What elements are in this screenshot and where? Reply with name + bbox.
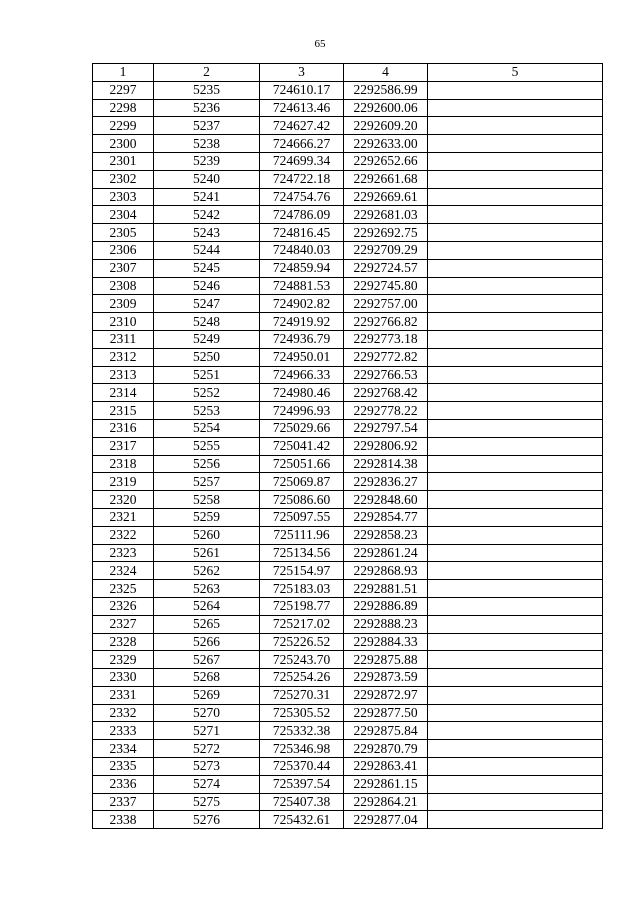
y-coordinate-cell: 2292875.88 (344, 651, 428, 669)
x-coordinate-cell: 725270.31 (260, 686, 344, 704)
column-header-2: 2 (154, 64, 260, 82)
table-row (93, 544, 603, 562)
point-number-cell: 5252 (154, 384, 260, 402)
row-index-cell: 2327 (93, 615, 154, 633)
table-row (93, 81, 603, 99)
row-index-cell: 2323 (93, 544, 154, 562)
row-index-cell: 2328 (93, 633, 154, 651)
row-index-cell: 2329 (93, 651, 154, 669)
table-row (93, 206, 603, 224)
table-row (93, 722, 603, 740)
table-row (93, 669, 603, 687)
point-number-cell: 5242 (154, 206, 260, 224)
point-number-cell: 5249 (154, 330, 260, 348)
note-cell (428, 135, 603, 153)
point-number-cell: 5266 (154, 633, 260, 651)
note-cell (428, 241, 603, 259)
x-coordinate-cell: 725432.61 (260, 811, 344, 829)
point-number-cell: 5240 (154, 170, 260, 188)
point-number-cell: 5271 (154, 722, 260, 740)
row-index-cell: 2334 (93, 740, 154, 758)
table-row (93, 811, 603, 829)
table-row (93, 615, 603, 633)
x-coordinate-cell: 724610.17 (260, 81, 344, 99)
row-index-cell: 2302 (93, 170, 154, 188)
table-row (93, 793, 603, 811)
table-row (93, 597, 603, 615)
point-number-cell: 5253 (154, 402, 260, 420)
point-number-cell: 5238 (154, 135, 260, 153)
table-row (93, 135, 603, 153)
point-number-cell: 5255 (154, 437, 260, 455)
note-cell (428, 775, 603, 793)
table-row (93, 277, 603, 295)
y-coordinate-cell: 2292877.04 (344, 811, 428, 829)
y-coordinate-cell: 2292766.53 (344, 366, 428, 384)
note-cell (428, 793, 603, 811)
y-coordinate-cell: 2292836.27 (344, 473, 428, 491)
y-coordinate-cell: 2292814.38 (344, 455, 428, 473)
note-cell (428, 544, 603, 562)
table-row (93, 633, 603, 651)
y-coordinate-cell: 2292858.23 (344, 526, 428, 544)
note-cell (428, 117, 603, 135)
table-row (93, 580, 603, 598)
point-number-cell: 5276 (154, 811, 260, 829)
point-number-cell: 5267 (154, 651, 260, 669)
row-index-cell: 2317 (93, 437, 154, 455)
x-coordinate-cell: 725111.96 (260, 526, 344, 544)
x-coordinate-cell: 725086.60 (260, 491, 344, 509)
point-number-cell: 5248 (154, 313, 260, 331)
note-cell (428, 437, 603, 455)
y-coordinate-cell: 2292586.99 (344, 81, 428, 99)
column-header-5: 5 (428, 64, 603, 82)
x-coordinate-cell: 725029.66 (260, 419, 344, 437)
y-coordinate-cell: 2292861.24 (344, 544, 428, 562)
column-header-3: 3 (260, 64, 344, 82)
x-coordinate-cell: 725254.26 (260, 669, 344, 687)
y-coordinate-cell: 2292884.33 (344, 633, 428, 651)
table-row (93, 473, 603, 491)
x-coordinate-cell: 725346.98 (260, 740, 344, 758)
note-cell (428, 366, 603, 384)
x-coordinate-cell: 724881.53 (260, 277, 344, 295)
point-number-cell: 5268 (154, 669, 260, 687)
note-cell (428, 722, 603, 740)
x-coordinate-cell: 724919.92 (260, 313, 344, 331)
x-coordinate-cell: 724980.46 (260, 384, 344, 402)
note-cell (428, 224, 603, 242)
table-row (93, 224, 603, 242)
point-number-cell: 5272 (154, 740, 260, 758)
row-index-cell: 2325 (93, 580, 154, 598)
row-index-cell: 2324 (93, 562, 154, 580)
note-cell (428, 330, 603, 348)
point-number-cell: 5237 (154, 117, 260, 135)
note-cell (428, 259, 603, 277)
table-row (93, 348, 603, 366)
table-row (93, 384, 603, 402)
note-cell (428, 758, 603, 776)
x-coordinate-cell: 725134.56 (260, 544, 344, 562)
x-coordinate-cell: 724966.33 (260, 366, 344, 384)
table-row (93, 241, 603, 259)
point-number-cell: 5235 (154, 81, 260, 99)
x-coordinate-cell: 724840.03 (260, 241, 344, 259)
row-index-cell: 2319 (93, 473, 154, 491)
x-coordinate-cell: 724936.79 (260, 330, 344, 348)
note-cell (428, 811, 603, 829)
point-number-cell: 5269 (154, 686, 260, 704)
y-coordinate-cell: 2292681.03 (344, 206, 428, 224)
column-header-4: 4 (344, 64, 428, 82)
row-index-cell: 2335 (93, 758, 154, 776)
table-row (93, 526, 603, 544)
y-coordinate-cell: 2292773.18 (344, 330, 428, 348)
y-coordinate-cell: 2292709.29 (344, 241, 428, 259)
x-coordinate-cell: 725051.66 (260, 455, 344, 473)
point-number-cell: 5263 (154, 580, 260, 598)
x-coordinate-cell: 724722.18 (260, 170, 344, 188)
note-cell (428, 686, 603, 704)
row-index-cell: 2304 (93, 206, 154, 224)
table-row (93, 366, 603, 384)
y-coordinate-cell: 2292766.82 (344, 313, 428, 331)
row-index-cell: 2315 (93, 402, 154, 420)
point-number-cell: 5250 (154, 348, 260, 366)
row-index-cell: 2300 (93, 135, 154, 153)
y-coordinate-cell: 2292778.22 (344, 402, 428, 420)
y-coordinate-cell: 2292806.92 (344, 437, 428, 455)
row-index-cell: 2305 (93, 224, 154, 242)
point-number-cell: 5244 (154, 241, 260, 259)
point-number-cell: 5241 (154, 188, 260, 206)
table-row (93, 188, 603, 206)
table-row (93, 437, 603, 455)
row-index-cell: 2312 (93, 348, 154, 366)
point-number-cell: 5260 (154, 526, 260, 544)
note-cell (428, 633, 603, 651)
note-cell (428, 170, 603, 188)
table-body (93, 81, 603, 828)
note-cell (428, 562, 603, 580)
y-coordinate-cell: 2292848.60 (344, 491, 428, 509)
y-coordinate-cell: 2292768.42 (344, 384, 428, 402)
table-row (93, 295, 603, 313)
row-index-cell: 2332 (93, 704, 154, 722)
point-number-cell: 5265 (154, 615, 260, 633)
x-coordinate-cell: 725226.52 (260, 633, 344, 651)
table-row (93, 313, 603, 331)
y-coordinate-cell: 2292661.68 (344, 170, 428, 188)
y-coordinate-cell: 2292692.75 (344, 224, 428, 242)
y-coordinate-cell: 2292863.41 (344, 758, 428, 776)
y-coordinate-cell: 2292854.77 (344, 508, 428, 526)
row-index-cell: 2322 (93, 526, 154, 544)
note-cell (428, 188, 603, 206)
row-index-cell: 2298 (93, 99, 154, 117)
x-coordinate-cell: 725332.38 (260, 722, 344, 740)
row-index-cell: 2313 (93, 366, 154, 384)
note-cell (428, 669, 603, 687)
note-cell (428, 704, 603, 722)
x-coordinate-cell: 725041.42 (260, 437, 344, 455)
table-row (93, 419, 603, 437)
note-cell (428, 526, 603, 544)
note-cell (428, 455, 603, 473)
table-row (93, 758, 603, 776)
row-index-cell: 2330 (93, 669, 154, 687)
point-number-cell: 5239 (154, 152, 260, 170)
note-cell (428, 402, 603, 420)
note-cell (428, 313, 603, 331)
y-coordinate-cell: 2292864.21 (344, 793, 428, 811)
table-row (93, 402, 603, 420)
row-index-cell: 2333 (93, 722, 154, 740)
row-index-cell: 2297 (93, 81, 154, 99)
point-number-cell: 5261 (154, 544, 260, 562)
x-coordinate-cell: 725397.54 (260, 775, 344, 793)
point-number-cell: 5258 (154, 491, 260, 509)
x-coordinate-cell: 724613.46 (260, 99, 344, 117)
x-coordinate-cell: 724996.93 (260, 402, 344, 420)
page-number: 65 (314, 38, 326, 50)
y-coordinate-cell: 2292600.06 (344, 99, 428, 117)
note-cell (428, 206, 603, 224)
point-number-cell: 5246 (154, 277, 260, 295)
point-number-cell: 5256 (154, 455, 260, 473)
row-index-cell: 2307 (93, 259, 154, 277)
y-coordinate-cell: 2292757.00 (344, 295, 428, 313)
point-number-cell: 5262 (154, 562, 260, 580)
point-number-cell: 5273 (154, 758, 260, 776)
note-cell (428, 651, 603, 669)
point-number-cell: 5274 (154, 775, 260, 793)
y-coordinate-cell: 2292633.00 (344, 135, 428, 153)
row-index-cell: 2337 (93, 793, 154, 811)
y-coordinate-cell: 2292888.23 (344, 615, 428, 633)
x-coordinate-cell: 724699.34 (260, 152, 344, 170)
x-coordinate-cell: 724786.09 (260, 206, 344, 224)
note-cell (428, 277, 603, 295)
y-coordinate-cell: 2292870.79 (344, 740, 428, 758)
y-coordinate-cell: 2292861.15 (344, 775, 428, 793)
x-coordinate-cell: 725407.38 (260, 793, 344, 811)
row-index-cell: 2318 (93, 455, 154, 473)
note-cell (428, 580, 603, 598)
row-index-cell: 2299 (93, 117, 154, 135)
x-coordinate-cell: 724902.82 (260, 295, 344, 313)
point-number-cell: 5259 (154, 508, 260, 526)
table-row (93, 152, 603, 170)
note-cell (428, 99, 603, 117)
x-coordinate-cell: 724754.76 (260, 188, 344, 206)
table-row (93, 99, 603, 117)
point-number-cell: 5270 (154, 704, 260, 722)
x-coordinate-cell: 724816.45 (260, 224, 344, 242)
x-coordinate-cell: 725305.52 (260, 704, 344, 722)
point-number-cell: 5264 (154, 597, 260, 615)
row-index-cell: 2306 (93, 241, 154, 259)
x-coordinate-cell: 725154.97 (260, 562, 344, 580)
note-cell (428, 295, 603, 313)
note-cell (428, 597, 603, 615)
x-coordinate-cell: 724627.42 (260, 117, 344, 135)
table-row (93, 508, 603, 526)
table-header-row (93, 64, 603, 82)
x-coordinate-cell: 725198.77 (260, 597, 344, 615)
point-number-cell: 5247 (154, 295, 260, 313)
x-coordinate-cell: 725217.02 (260, 615, 344, 633)
x-coordinate-cell: 725243.70 (260, 651, 344, 669)
row-index-cell: 2321 (93, 508, 154, 526)
y-coordinate-cell: 2292724.57 (344, 259, 428, 277)
coordinates-table (92, 63, 603, 829)
x-coordinate-cell: 724859.94 (260, 259, 344, 277)
note-cell (428, 419, 603, 437)
table-row (93, 704, 603, 722)
y-coordinate-cell: 2292886.89 (344, 597, 428, 615)
point-number-cell: 5257 (154, 473, 260, 491)
point-number-cell: 5251 (154, 366, 260, 384)
row-index-cell: 2316 (93, 419, 154, 437)
note-cell (428, 81, 603, 99)
y-coordinate-cell: 2292772.82 (344, 348, 428, 366)
table-row (93, 686, 603, 704)
row-index-cell: 2338 (93, 811, 154, 829)
point-number-cell: 5254 (154, 419, 260, 437)
note-cell (428, 473, 603, 491)
note-cell (428, 348, 603, 366)
y-coordinate-cell: 2292652.66 (344, 152, 428, 170)
y-coordinate-cell: 2292877.50 (344, 704, 428, 722)
point-number-cell: 5243 (154, 224, 260, 242)
row-index-cell: 2303 (93, 188, 154, 206)
table-row (93, 170, 603, 188)
x-coordinate-cell: 725183.03 (260, 580, 344, 598)
y-coordinate-cell: 2292797.54 (344, 419, 428, 437)
table-row (93, 117, 603, 135)
row-index-cell: 2336 (93, 775, 154, 793)
y-coordinate-cell: 2292745.80 (344, 277, 428, 295)
note-cell (428, 740, 603, 758)
y-coordinate-cell: 2292868.93 (344, 562, 428, 580)
y-coordinate-cell: 2292875.84 (344, 722, 428, 740)
row-index-cell: 2311 (93, 330, 154, 348)
table-row (93, 651, 603, 669)
note-cell (428, 152, 603, 170)
y-coordinate-cell: 2292609.20 (344, 117, 428, 135)
table-row (93, 562, 603, 580)
row-index-cell: 2314 (93, 384, 154, 402)
x-coordinate-cell: 724950.01 (260, 348, 344, 366)
row-index-cell: 2308 (93, 277, 154, 295)
table-row (93, 330, 603, 348)
row-index-cell: 2301 (93, 152, 154, 170)
note-cell (428, 491, 603, 509)
x-coordinate-cell: 725069.87 (260, 473, 344, 491)
table-row (93, 775, 603, 793)
note-cell (428, 615, 603, 633)
row-index-cell: 2320 (93, 491, 154, 509)
point-number-cell: 5236 (154, 99, 260, 117)
point-number-cell: 5275 (154, 793, 260, 811)
y-coordinate-cell: 2292881.51 (344, 580, 428, 598)
note-cell (428, 384, 603, 402)
table-row (93, 740, 603, 758)
x-coordinate-cell: 725097.55 (260, 508, 344, 526)
note-cell (428, 508, 603, 526)
row-index-cell: 2309 (93, 295, 154, 313)
table-row (93, 491, 603, 509)
table-row (93, 455, 603, 473)
y-coordinate-cell: 2292873.59 (344, 669, 428, 687)
row-index-cell: 2331 (93, 686, 154, 704)
table-row (93, 259, 603, 277)
x-coordinate-cell: 724666.27 (260, 135, 344, 153)
column-header-1: 1 (93, 64, 154, 82)
y-coordinate-cell: 2292872.97 (344, 686, 428, 704)
point-number-cell: 5245 (154, 259, 260, 277)
y-coordinate-cell: 2292669.61 (344, 188, 428, 206)
row-index-cell: 2310 (93, 313, 154, 331)
row-index-cell: 2326 (93, 597, 154, 615)
x-coordinate-cell: 725370.44 (260, 758, 344, 776)
